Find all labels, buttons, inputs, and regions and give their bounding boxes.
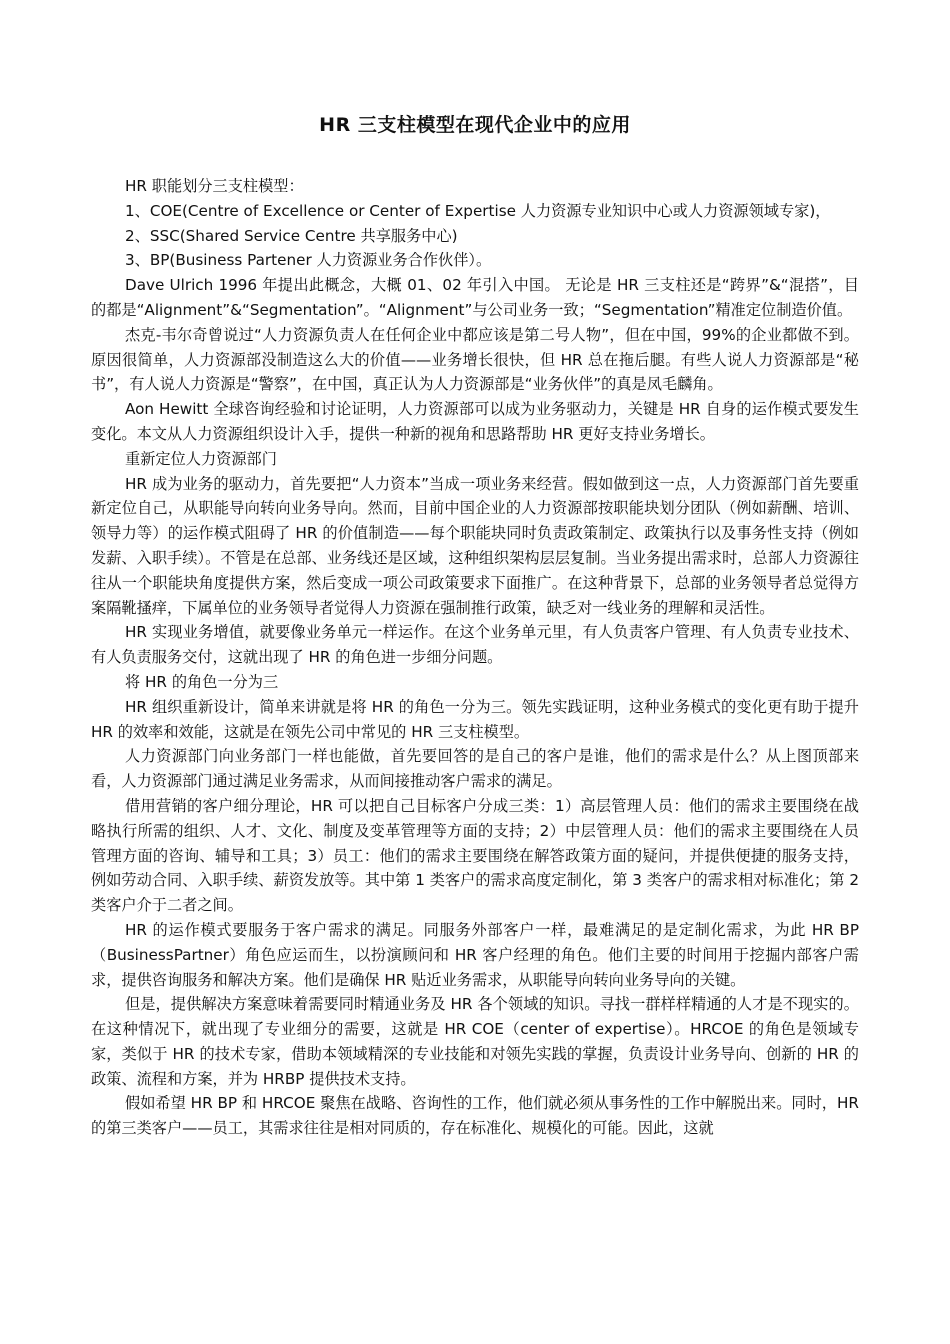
- paragraph: HR 职能划分三支柱模型：: [125, 177, 304, 195]
- paragraph: 3、BP(Business Partener 人力资源业务合作伙伴）。: [125, 251, 492, 270]
- paragraph: 假如希望 HR BP 和 HRCOE 聚焦在战略、咨询性的工作，他们就必须从事务性的工作中解脱出来。同时，HR 的第三类客户——员工，其需求往往是相对同质的，存在标准化、规模化的可能。因此，这就: [91, 1094, 859, 1138]
- paragraph: HR 组织重新设计，简单来讲就是将 HR 的角色一分为三。领先实践证明，这种业务模式的变化更有助于提升 HR 的效率和效能，这就是在领先公司中常见的 HR 三支柱模型。: [91, 697, 859, 741]
- paragraph: Aon Hewitt 全球咨询经验和讨论证明，人力资源部可以成为业务驱动力，关键是 HR 自身的运作模式要发生变化。本文从人力资源组织设计入手，提供一种新的视角和思路帮助 HR 更好支持业务增长。: [91, 400, 859, 443]
- page-title: HR 三支柱模型在现代企业中的应用: [319, 114, 631, 136]
- paragraph: 杰克-韦尔奇曾说过“人力资源负责人在任何企业中都应该是第二号人物”，但在中国，99%的企业都做不到。原因很简单，人力资源部没制造这么大的价值——业务增长很快，但 HR 总在拖后腿。有些人说人力资源部是“秘书”，有人说人力资源是“警察”，在中国，真正认为人力资源部是“业务伙伴”的真是凤毛麟角。: [91, 325, 859, 394]
- paragraph: 2、SSC(Shared Service Centre 共享服务中心): [125, 226, 458, 245]
- paragraph: HR 的运作模式要服务于客户需求的满足。同服务外部客户一样，最难满足的是定制化需求，为此 HR BP（BusinessPartner）角色应运而生，以扮演顾问和 HR 客户经理的角色。他们主要的时间用于挖掘内部客户需求，提供咨询服务和解决方案。他们是确保 HR 贴近业务需求，从职能导向转向业务导向的关键。: [91, 920, 859, 989]
- paragraph: HR 实现业务增值，就要像业务单元一样运作。在这个业务单元里，有人负责客户管理、有人负责专业技术、有人负责服务交付，这就出现了 HR 的角色进一步细分问题。: [91, 623, 859, 667]
- section-heading: 将 HR 的角色一分为三: [125, 672, 279, 691]
- paragraph: 1、COE(Centre of Excellence or Center of Expertise 人力资源专业知识中心或人力资源领域专家)，: [125, 201, 831, 220]
- paragraph: 但是，提供解决方案意味着需要同时精通业务及 HR 各个领域的知识。寻找一群样样精通的人才是不现实的。在这种情况下，就出现了专业细分的需要，这就是 HR COE（center of expertise）。HRCOE 的角色是领域专家，类似于 HR 的技术专家，借助本领域精深的专业技能和对领先实践的掌握，负责设计业务导向、创新的 HR 的政策、流程和方案，并为 HRBP 提供技术支持。: [91, 995, 859, 1088]
- paragraph: HR 成为业务的驱动力，首先要把“人力资本”当成一项业务来经营。假如做到这一点，人力资源部门首先要重新定位自己，从职能导向转向业务导向。然而，目前中国企业的人力资源部按职能块划分团队（例如薪酬、培训、领导力等）的运作模式阻碍了 HR 的价值制造——每个职能块同时负责政策制定、政策执行以及事务性支持（例如发薪、入职手续）。不管是在总部、业务线还是区域，这种组织架构层层复制。当业务提出需求时，总部人力资源往往从一个职能块角度提供方案，然后变成一项公司政策要求下面推广。在这种背景下，总部的业务领导者总觉得方案隔靴搔痒，下属单位的业务领导者觉得人力资源在强制推行政策，缺乏对一线业务的理解和灵活性。: [91, 474, 859, 617]
- paragraph: Dave Ulrich 1996 年提出此概念，大概 01、02 年引入中国。 无论是 HR 三支柱还是“跨界”&“混搭”，目的都是“Alignment”&“Segmentation”。“Alignment”与公司业务一致；“Segmentation”精准定位制造价值。: [91, 276, 859, 319]
- section-heading: 重新定位人力资源部门: [125, 449, 277, 468]
- paragraph: 借用营销的客户细分理论，HR 可以把自己目标客户分成三类：1）高层管理人员：他们的需求主要围绕在战略执行所需的组织、人才、文化、制度及变革管理等方面的支持；2）中层管理人员：他们的需求主要围绕在人员管理方面的咨询、辅导和工具；3）员工：他们的需求主要围绕在解答政策方面的疑问，并提供便捷的服务支持，例如劳动合同、入职手续、薪资发放等。其中第 1 类客户的需求高度定制化，第 3 类客户的需求相对标准化；第 2 类客户介于二者之间。: [91, 796, 859, 915]
- document-body: [91, 174, 859, 1141]
- paragraph: 人力资源部门向业务部门一样也能做，首先要回答的是自己的客户是谁，他们的需求是什么？从上图顶部来看，人力资源部门通过满足业务需求，从而间接推动客户需求的满足。: [91, 747, 859, 791]
